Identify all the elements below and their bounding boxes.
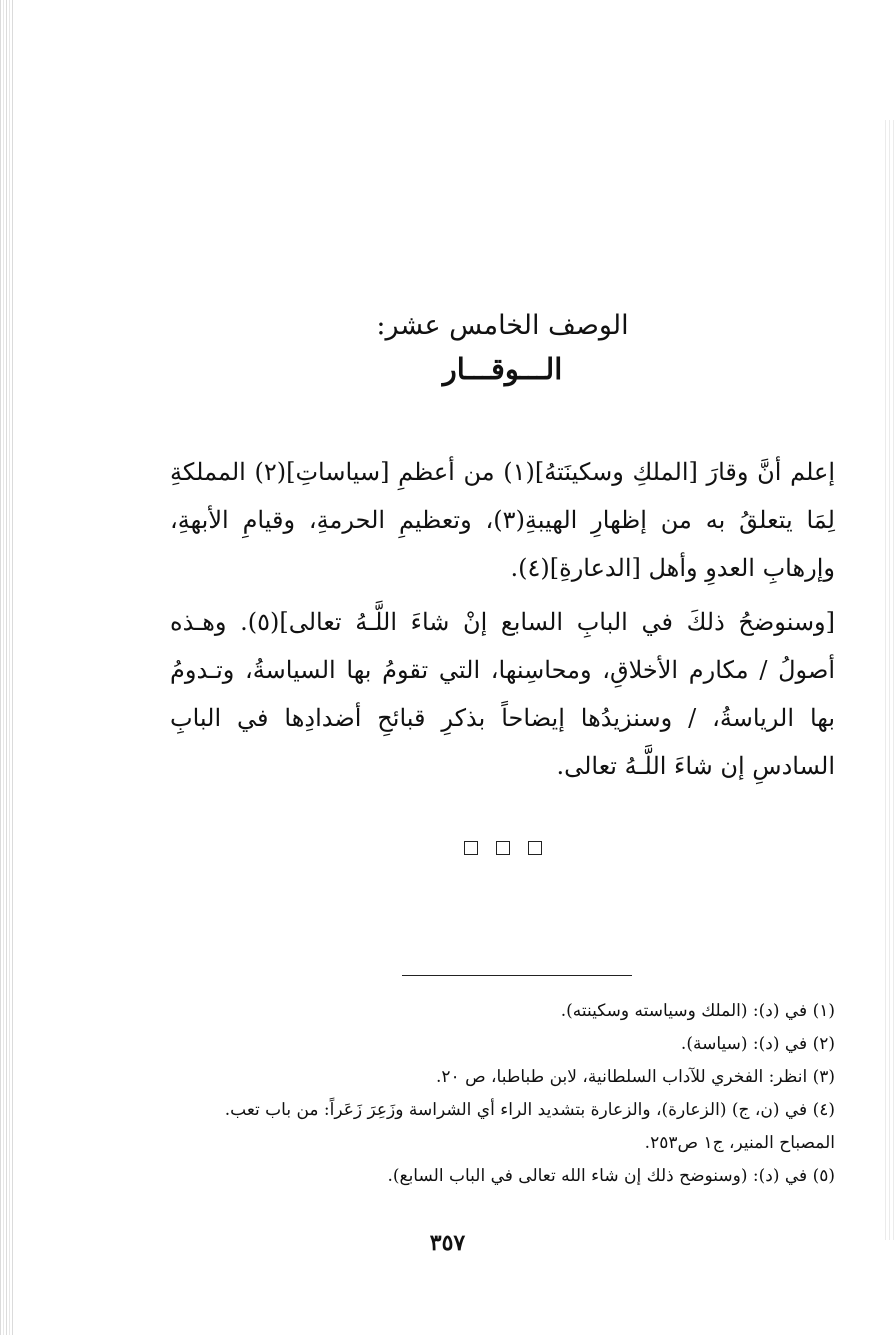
heading-title: الـــوقـــار: [442, 352, 563, 386]
footnote-continuation: المصباح المنير، ج١ ص٢٥٣.: [644, 1133, 835, 1153]
footnote: (٤) في (ن، ج) (الزعارة)، والزعارة بتشديد الراء أي الشراسة وزَعِرَ زَعَراً: من باب تعب.: [224, 1100, 835, 1120]
page-number: ٣٥٧: [429, 1230, 466, 1256]
section-separator: [170, 840, 835, 859]
footnote: (١) في (د): (الملك وسياسته وسكينته).: [560, 1001, 835, 1021]
square-ornament-icon: [496, 841, 510, 855]
footnotes: [170, 995, 835, 1193]
square-ornament-icon: [464, 841, 478, 855]
footnote: (٢) في (د): (سياسة).: [680, 1034, 835, 1054]
scan-left-edge: [0, 0, 14, 1335]
paragraph: إعلم أنَّ وقارَ [الملكِ وسكينَتهُ](١) من أعظمِ [سياساتِ](٢) المملكةِ لِمَا يتعلقُ به من إظهارِ الهيبةِ(٣)، وتعظيمِ الحرمةِ، وقيامِ الأبهةِ، وإرهابِ العدوِ وأهل [الدعارةِ](٤).: [170, 458, 835, 582]
paragraph: [وسنوضحُ ذلكَ في البابِ السابع إنْ شاءَ اللَّـهُ تعالى](٥). وهـذه أصولُ / مكارم الأخلاقِ، ومحاسِنها، التي تقومُ بها السياسةُ، وتـدومُ بها الرياسةُ، / وسنزيدُها إيضاحاً بذكرِ قبائحِ أضدادِها في البابِ السادسِ إن شاءَ اللَّـهُ تعالى.: [170, 608, 835, 780]
footnote-rule: [402, 975, 632, 976]
scan-right-edge: [885, 120, 895, 1240]
footnote: (٣) انظر: الفخري للآداب السلطانية، لابن طباطبا، ص ٢٠.: [436, 1067, 835, 1087]
footnote: (٥) في (د): (وسنوضح ذلك إن شاء الله تعالى في الباب السابع).: [387, 1166, 835, 1186]
heading-subtitle: الوصف الخامس عشر:: [376, 310, 629, 341]
main-text: [170, 448, 835, 796]
square-ornament-icon: [528, 841, 542, 855]
